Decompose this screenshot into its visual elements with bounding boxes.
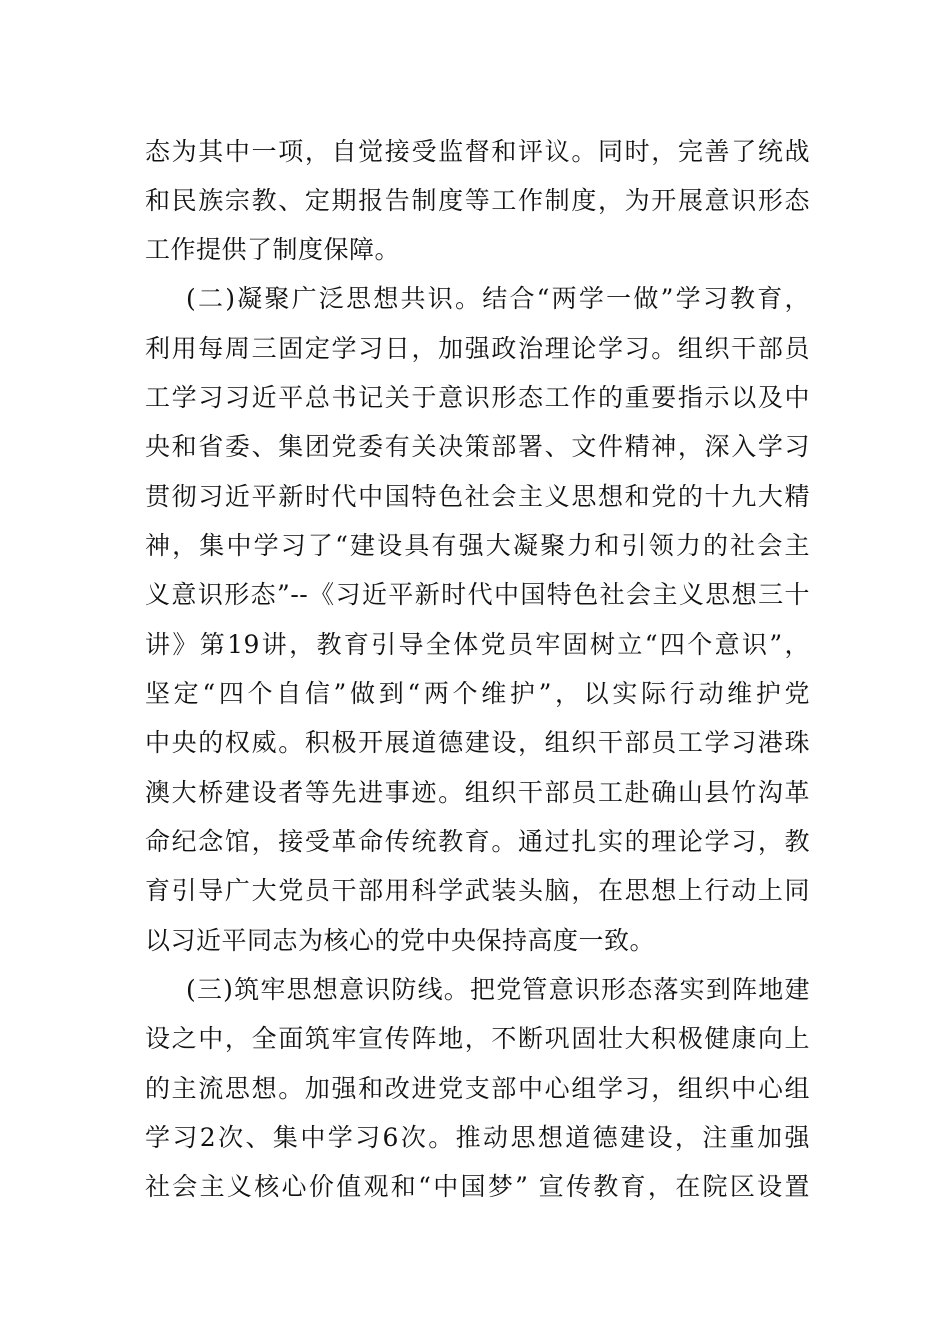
text-line: 工学习习近平总书记关于意识形态工作的重要指示以及中	[145, 383, 810, 412]
text-line: 讲》第19讲，教育引导全体党员牢固树立“四个意识”，	[145, 630, 810, 659]
text-line: 澳大桥建设者等先进事迹。组织干部员工赴确山县竹沟革	[145, 778, 810, 807]
paragraph-heading-line: (三)筑牢思想意识防线。把党管意识形态落实到阵地建	[186, 975, 810, 1004]
text-line: 社会主义核心价值观和“中国梦” 宣传教育，在院区设置	[145, 1172, 810, 1201]
text-line: 义意识形态”--《习近平新时代中国特色社会主义思想三十	[145, 580, 810, 609]
text-line: 设之中，全面筑牢宣传阵地，不断巩固壮大积极健康向上	[145, 1024, 810, 1053]
text-line: 以习近平同志为核心的党中央保持高度一致。	[145, 926, 656, 955]
text-line: 中央的权威。积极开展道德建设，组织干部员工学习港珠	[145, 728, 810, 757]
text-line: 态为其中一项，自觉接受监督和评议。同时，完善了统战	[145, 137, 810, 166]
text-line: 学习2次、集中学习6次。推动思想道德建设，注重加强	[145, 1123, 810, 1152]
text-line: 命纪念馆，接受革命传统教育。通过扎实的理论学习，教	[145, 827, 810, 856]
text-line: 的主流思想。加强和改进党支部中心组学习，组织中心组	[145, 1074, 810, 1103]
text-line: 央和省委、集团党委有关决策部署、文件精神，深入学习	[145, 432, 810, 461]
text-line: 和民族宗教、定期报告制度等工作制度，为开展意识形态	[145, 186, 810, 215]
text-line: 贯彻习近平新时代中国特色社会主义思想和党的十九大精	[145, 482, 810, 511]
text-line: 工作提供了制度保障。	[145, 235, 401, 264]
paragraph-heading-line: (二)凝聚广泛思想共识。结合“两学一做”学习教育，	[186, 284, 810, 313]
text-line: 坚定“四个自信”做到“两个维护”，以实际行动维护党	[145, 679, 810, 708]
text-line: 神，集中学习了“建设具有强大凝聚力和引领力的社会主	[145, 531, 810, 560]
text-line: 育引导广大党员干部用科学武装头脑，在思想上行动上同	[145, 876, 810, 905]
text-line: 利用每周三固定学习日，加强政治理论学习。组织干部员	[145, 334, 810, 363]
